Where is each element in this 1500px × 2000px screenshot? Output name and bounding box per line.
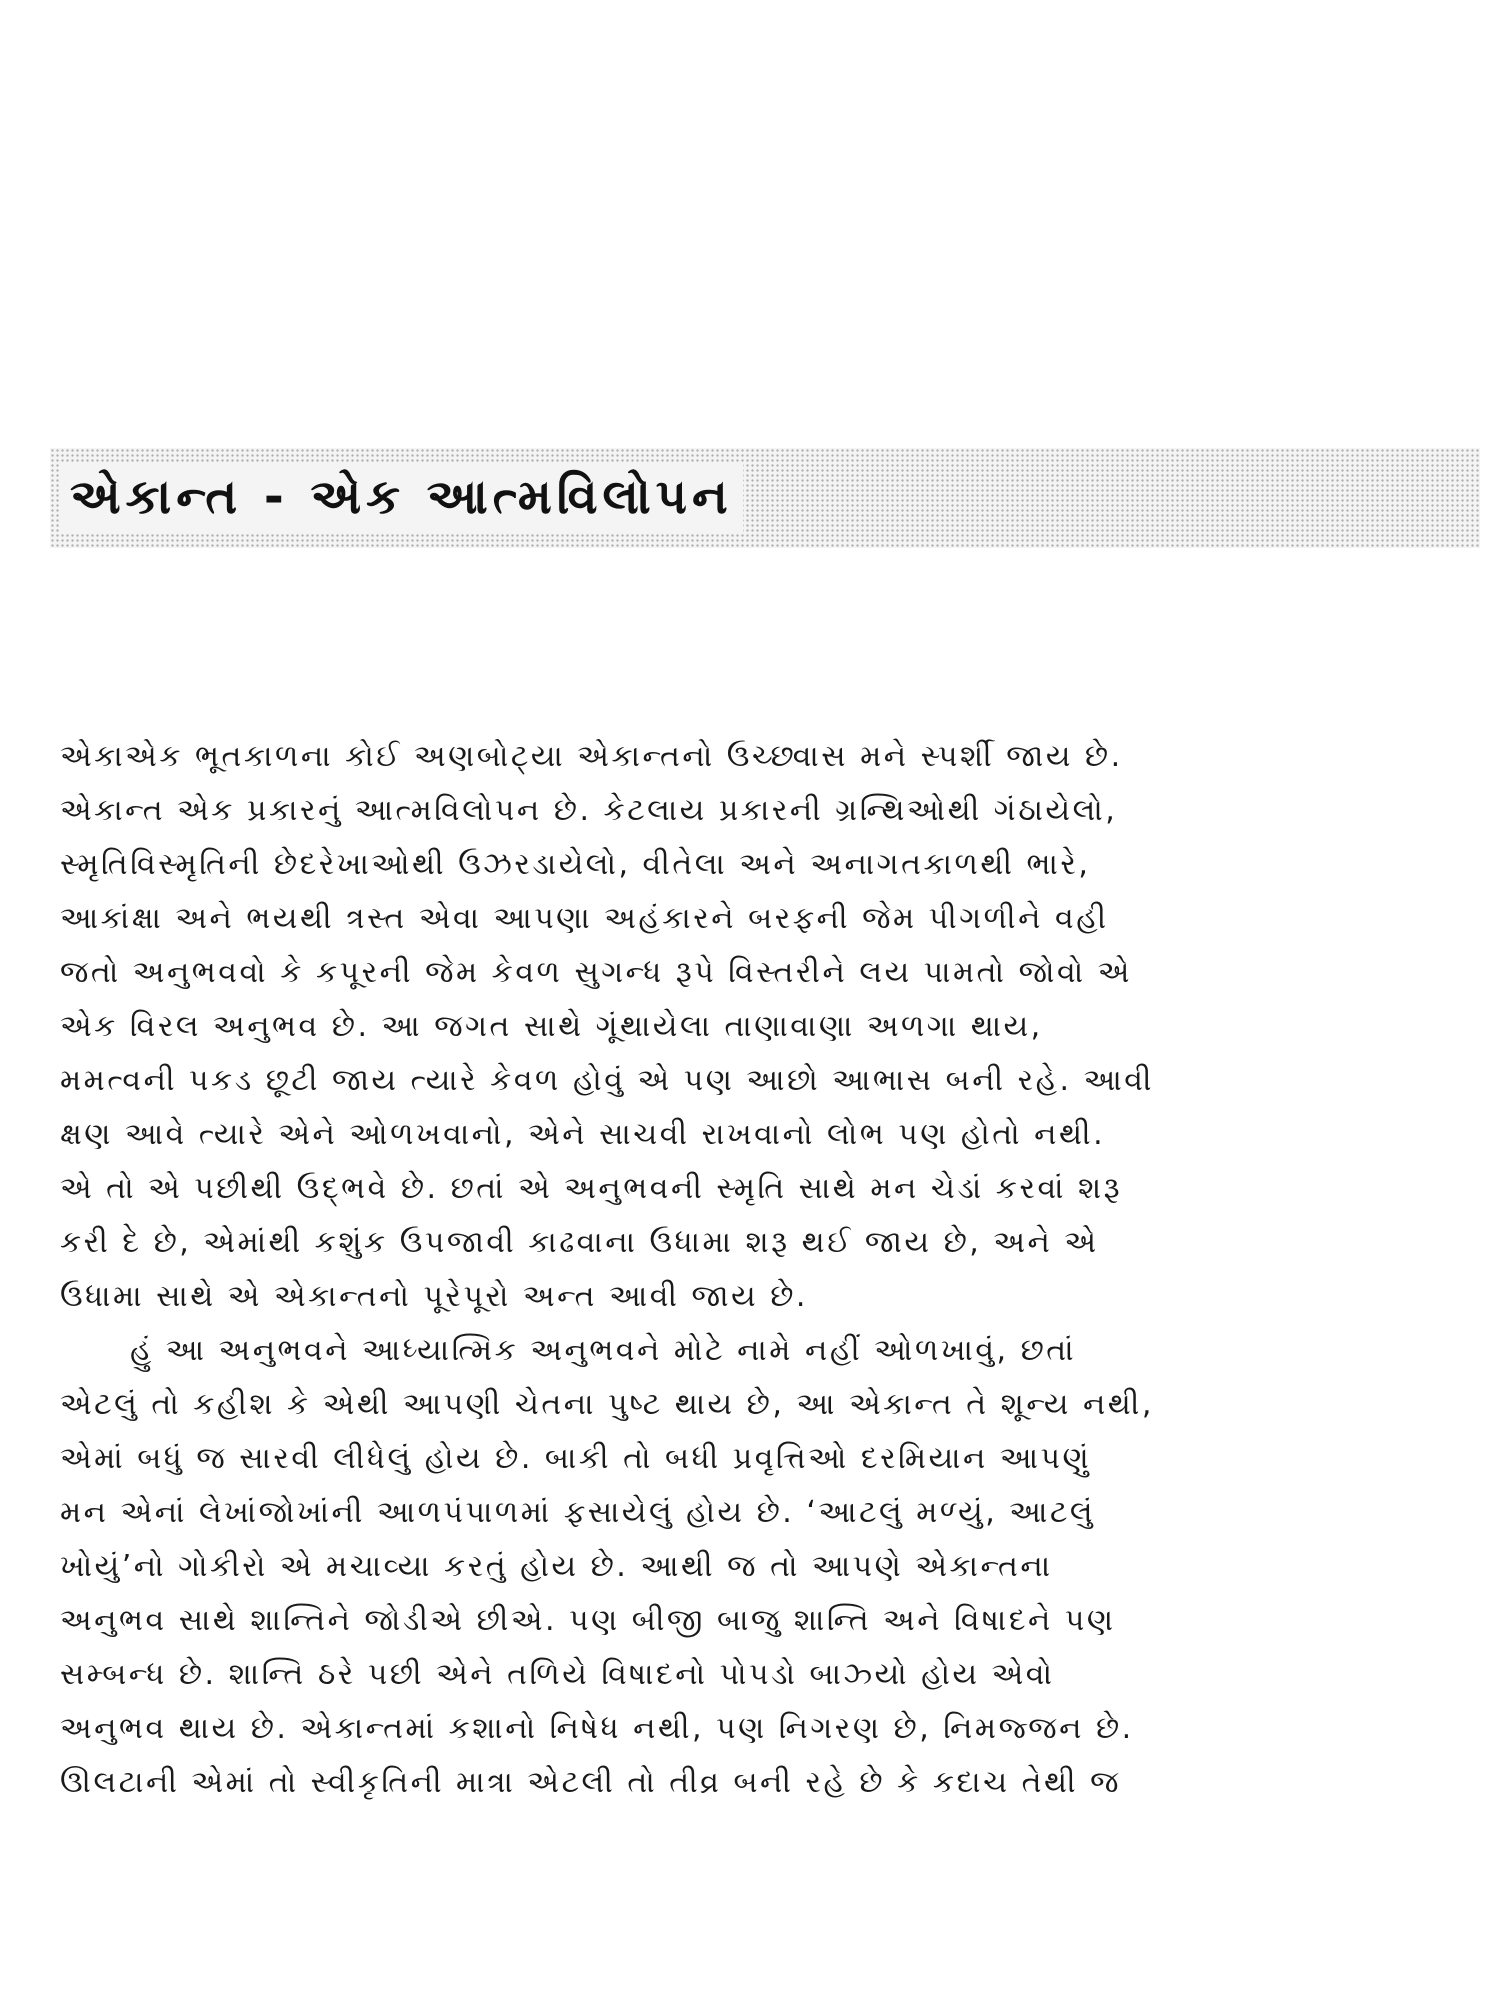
- text-line: ખોયું’નો ગોકીરો એ મચાવ્યા કરતું હોય છે. આથી જ તો આપણે એકાન્તના: [60, 1549, 1053, 1584]
- text-line: ક્ષણ આવે ત્યારે એને ઓળખવાનો, એને સાચવી રાખવાનો લોભ પણ હોતો નથી.: [60, 1117, 1106, 1152]
- text-line: એ તો એ પછીથી ઉદ્ભવે છે. છતાં એ અનુભવની સ્મૃતિ સાથે મન ચેડાં કરવાં શરૂ: [60, 1171, 1123, 1206]
- text-line: સમ્બન્ધ છે. શાન્તિ ઠરે પછી એને તળિયે વિષાદનો પોપડો બાઝ્યો હોય એવો: [60, 1657, 1055, 1692]
- text-line: અનુભવ સાથે શાન્તિને જોડીએ છીએ. પણ બીજી બાજુ શાન્તિ અને વિષાદને પણ: [60, 1603, 1116, 1638]
- text-line: એટલું તો કહીશ કે એથી આપણી ચેતના પુષ્ટ થાય છે, આ એકાન્ત તે શૂન્ય નથી,: [60, 1387, 1154, 1422]
- text-line: મમત્વની પકડ છૂટી જાય ત્યારે કેવળ હોવું એ પણ આછો આભાસ બની રહે. આવી: [60, 1063, 1155, 1098]
- text-line: એમાં બધું જ સારવી લીધેલું હોય છે. બાકી તો બધી પ્રવૃત્તિઓ દરમિયાન આપણું: [60, 1441, 1092, 1476]
- text-line: એક વિરલ અનુભવ છે. આ જગત સાથે ગૂંથાયેલા તાણાવાણા અળગા થાય,: [60, 1009, 1043, 1044]
- text-line: કરી દે છે, એમાંથી કશુંક ઉપજાવી કાઢવાના ઉધામા શરૂ થઈ જાય છે, અને એ: [60, 1225, 1099, 1260]
- text-line: ઊલટાની એમાં તો સ્વીકૃતિની માત્રા એટલી તો તીવ્ર બની રહે છે કે કદાચ તેથી જ: [60, 1765, 1122, 1800]
- paragraph-1: [60, 730, 1460, 1324]
- text-line: આકાંક્ષા અને ભયથી ત્રસ્ત એવા આપણા અહંકારને બરફની જેમ પીગળીને વહી: [60, 901, 1109, 936]
- body-text: [60, 730, 1460, 1810]
- paragraph-2: [60, 1324, 1460, 1810]
- text-line: અનુભવ થાય છે. એકાન્તમાં કશાનો નિષેધ નથી, પણ નિગરણ છે, નિમજ્જન છે.: [60, 1711, 1134, 1746]
- text-line: જતો અનુભવવો કે કપૂરની જેમ કેવળ સુગન્ધ રૂપે વિસ્તરીને લય પામતો જોવો એ: [60, 955, 1132, 990]
- text-line: એકાન્ત એક પ્રકારનું આત્મવિલોપન છે. કેટલાય પ્રકારની ગ્રન્થિઓથી ગંઠાયેલો,: [60, 793, 1118, 828]
- text-line: એકાએક ભૂતકાળના કોઈ અણબોટ્યા એકાન્તનો ઉચ્છ્વાસ મને સ્પર્શી જાય છે.: [60, 739, 1123, 774]
- text-line: મન એનાં લેખાંજોખાંની આળપંપાળમાં ફસાયેલું હોય છે. ‘આટલું મળ્યું, આટલું: [60, 1495, 1096, 1530]
- text-line: સ્મૃતિવિસ્મૃતિની છેદરેખાઓથી ઉઝરડાયેલો, વીતેલા અને અનાગતકાળથી ભારે,: [60, 847, 1091, 882]
- text-line: હું આ અનુભવને આધ્યાત્મિક અનુભવને મોટે નામે નહીં ઓળખાવું, છતાં: [130, 1333, 1077, 1368]
- page-title: એકાન્ત - એક આત્મવિલોપન: [60, 462, 743, 532]
- text-line: ઉધામા સાથે એ એકાન્તનો પૂરેપૂરો અન્ત આવી જાય છે.: [60, 1279, 808, 1314]
